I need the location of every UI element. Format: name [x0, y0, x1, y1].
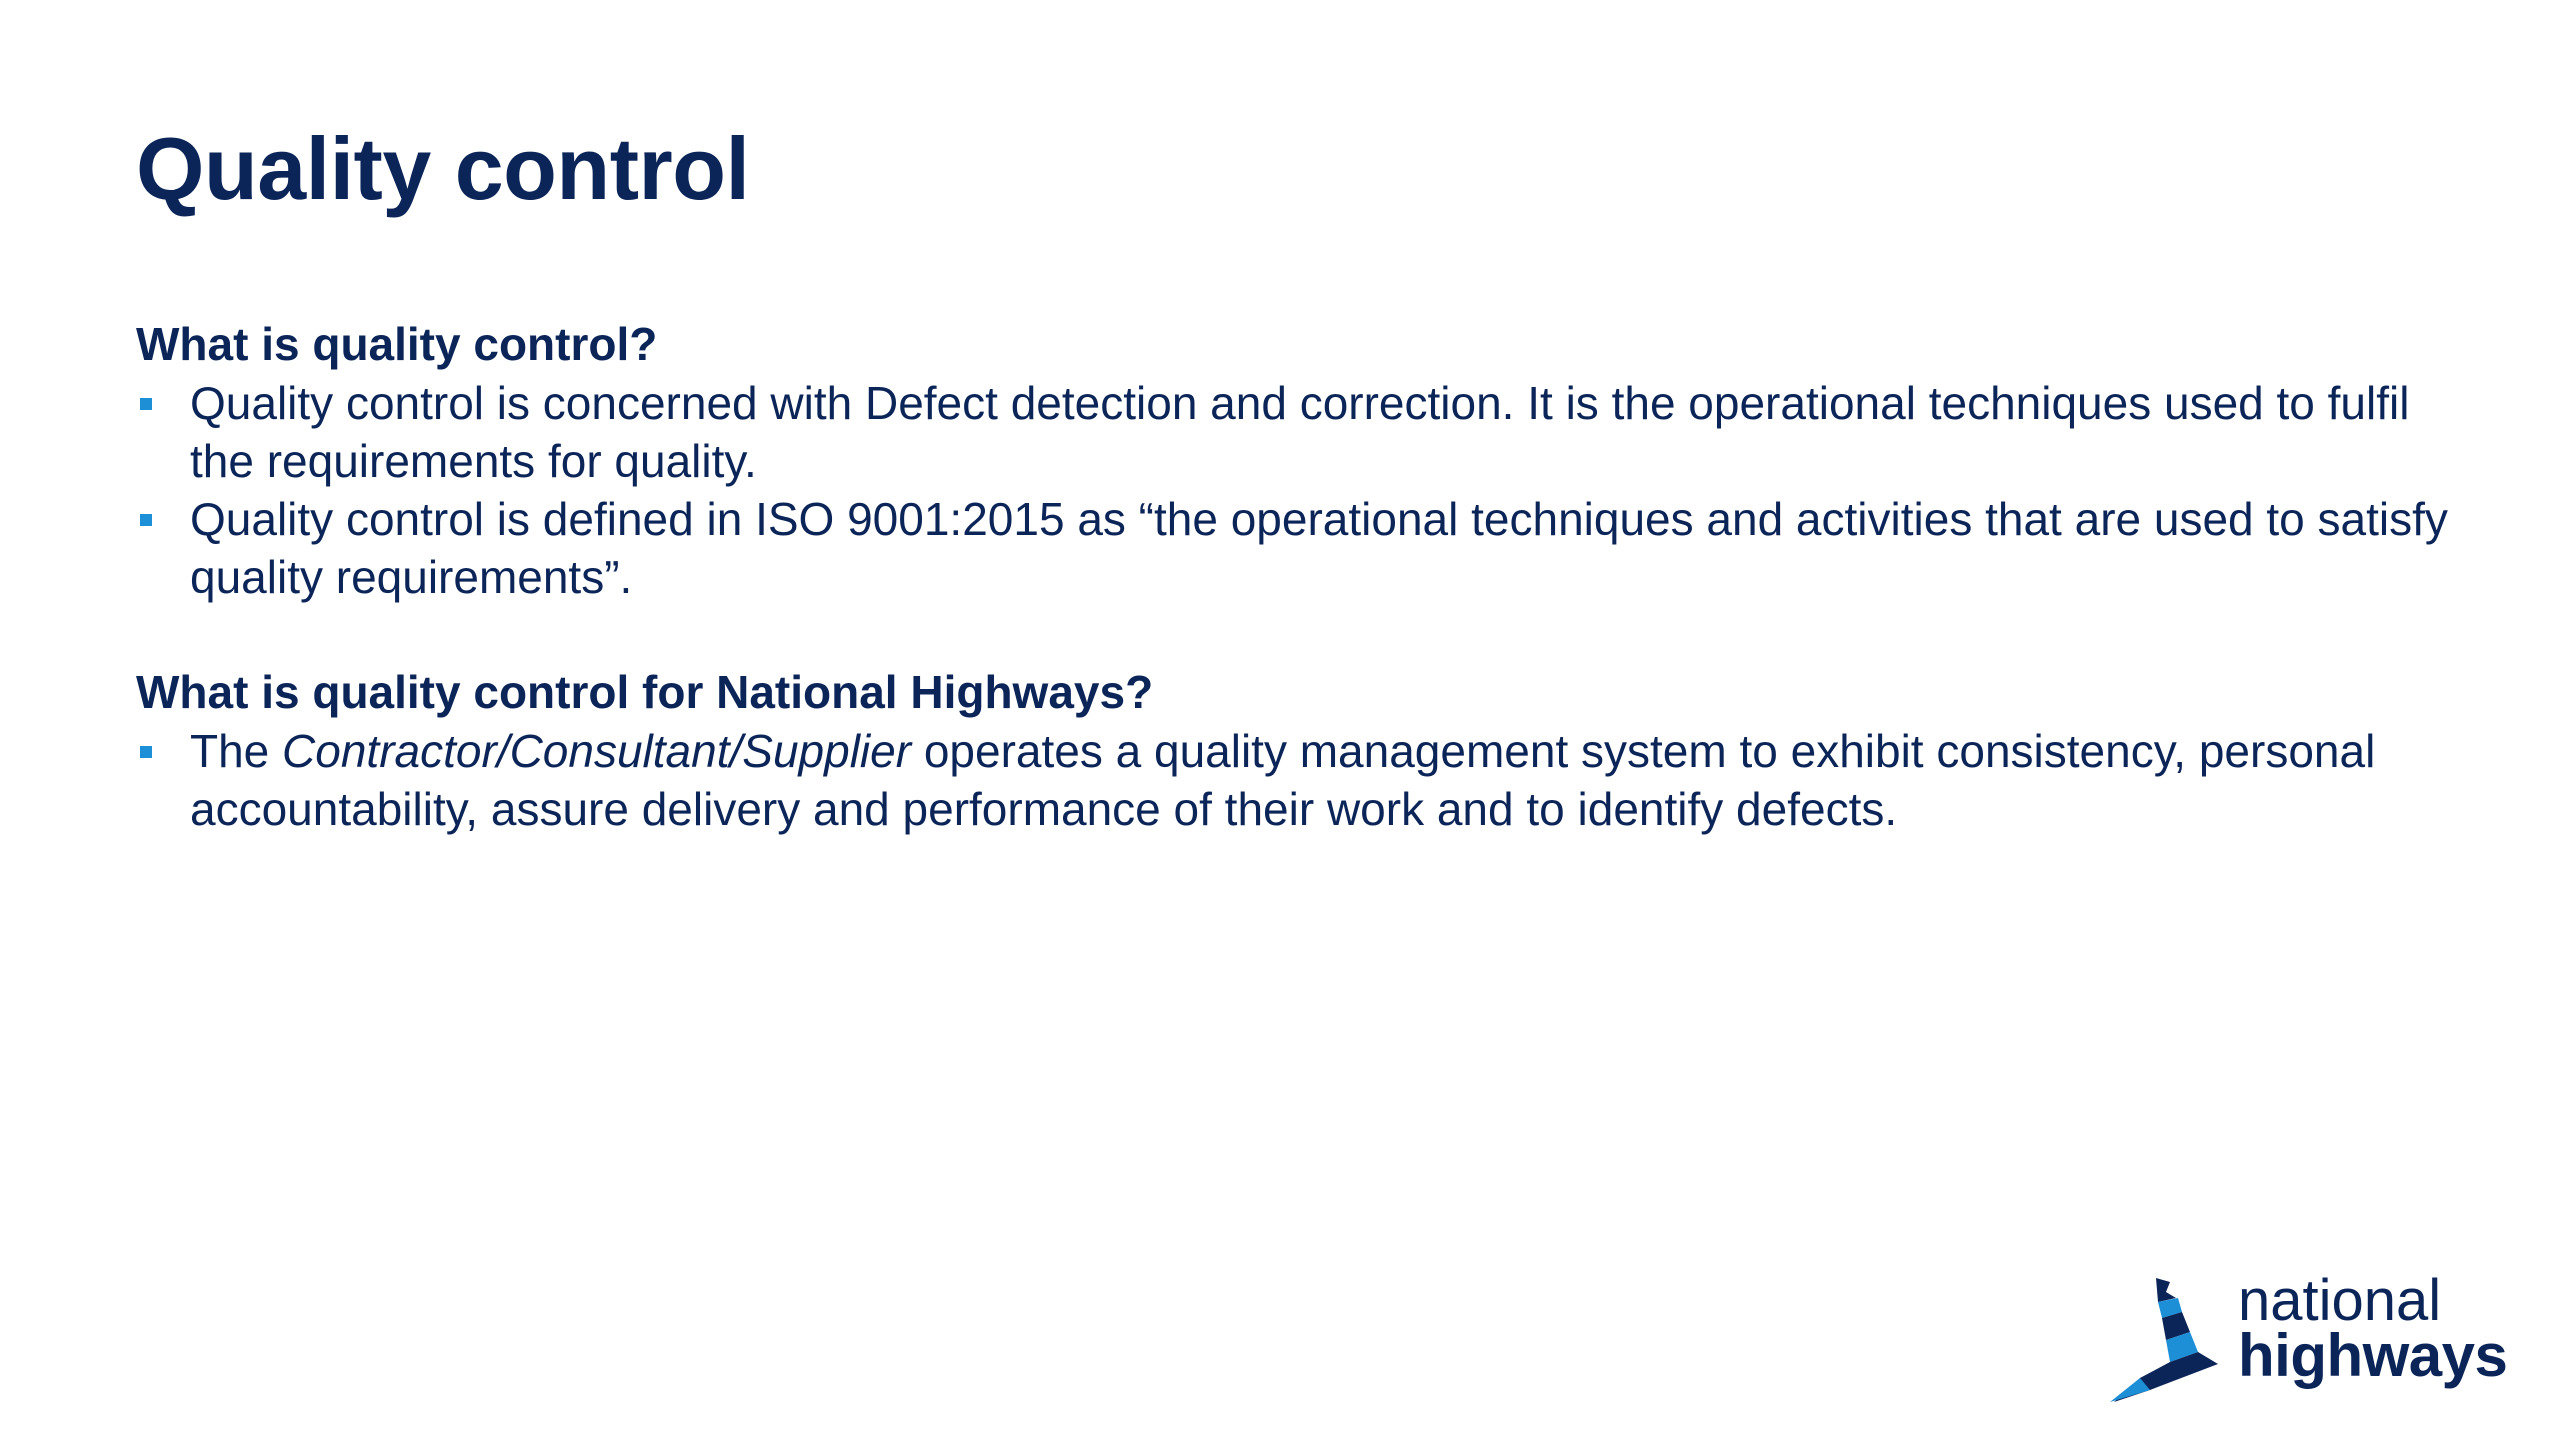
section-heading: What is quality control for National Highways? [136, 666, 1154, 718]
bullet-text-italic: Contractor/Consultant/Supplier [282, 725, 912, 777]
bullet-list [136, 722, 2456, 838]
bullet-text: Quality control is concerned with Defect detection and correction. It is the operational techniques used to fulfil the requirements for quality. [190, 377, 2410, 487]
section-what-is-quality-control [136, 314, 2456, 606]
logo-wordmark [2238, 1268, 2508, 1389]
bullet-item [136, 374, 2456, 490]
section-heading: What is quality control? [136, 318, 658, 370]
slide-content [136, 314, 2456, 838]
bullet-item [136, 722, 2456, 838]
bullet-text-suffix: operates a quality management system to exhibit consistency, personal accountability, assure delivery and performance of their work and to identify defects. [190, 725, 2376, 835]
bullet-text: Quality control is defined in ISO 9001:2015 as “the operational techniques and activities that are used to satisfy quality requirements”. [190, 493, 2448, 603]
bullet-square-icon [140, 398, 152, 410]
bullet-square-icon [140, 514, 152, 526]
logo-line-highways: highways [2238, 1322, 2508, 1389]
slide-title: Quality control [136, 119, 750, 218]
bullet-item [136, 490, 2456, 606]
section-quality-control-national-highways [136, 662, 2456, 838]
national-highways-road-mark-icon [2110, 1278, 2230, 1402]
bullet-square-icon [140, 746, 152, 758]
national-highways-logo [2110, 1268, 2510, 1402]
bullet-text-prefix: The [190, 725, 283, 777]
bullet-list [136, 374, 2456, 606]
logo-line-national: national [2238, 1268, 2442, 1333]
